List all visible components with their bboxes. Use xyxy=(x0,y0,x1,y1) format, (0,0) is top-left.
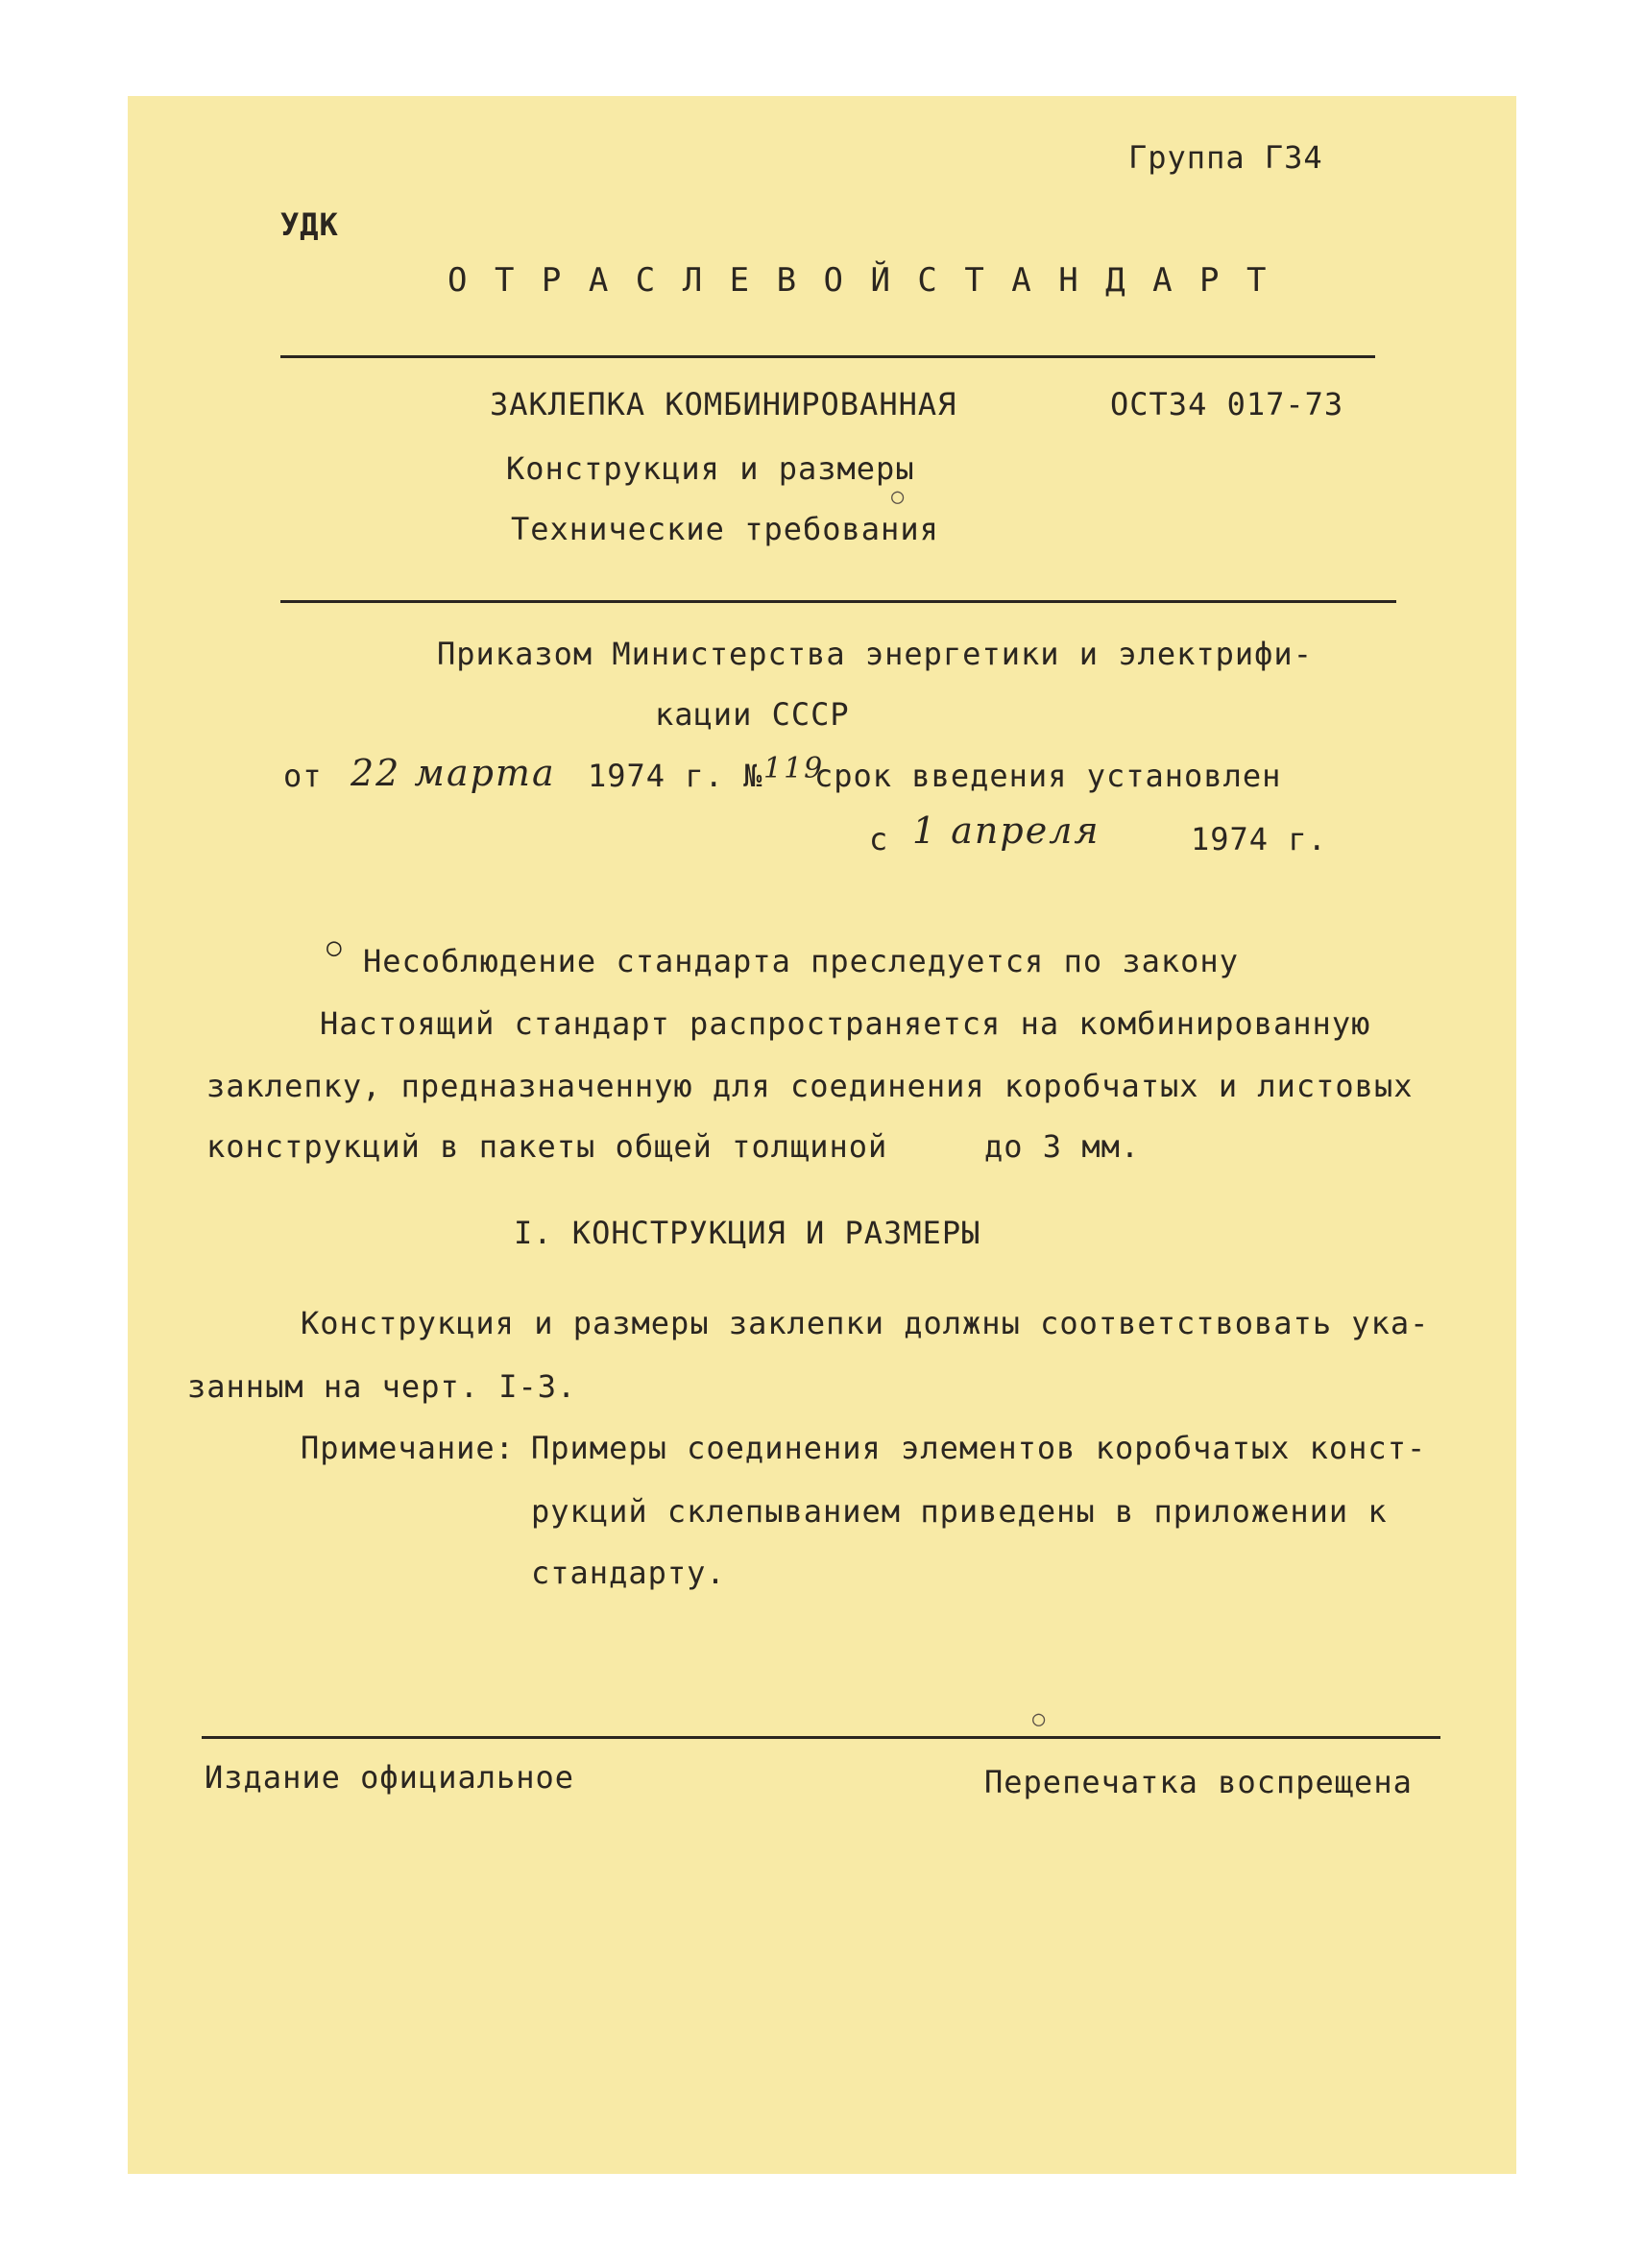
reprint-prohibited: Перепечатка воспрещена xyxy=(984,1764,1413,1800)
paragraph-line-2: занным на черт. I-3. xyxy=(187,1368,577,1405)
order-number-handwritten: 119 xyxy=(763,752,825,785)
udk-label: УДК xyxy=(280,206,339,243)
edition-official: Издание официальное xyxy=(205,1759,575,1796)
law-circle-mark: ○ xyxy=(327,933,342,962)
order-line-1: Приказом Министерства энергетики и электрифи- xyxy=(437,636,1313,672)
document-title: ЗАКЛЕПКА КОМБИНИРОВАННАЯ xyxy=(490,386,957,422)
paragraph-line-1: Конструкция и размеры заклепки должны соответствовать ука- xyxy=(301,1305,1430,1341)
order-line-2: кации СССР xyxy=(655,696,850,733)
stamp-circle-mark: ○ xyxy=(891,485,905,509)
order-start-handwritten: 1 апреля xyxy=(912,809,1101,852)
scope-line-2: заклепку, предназначенную для соединения коробчатых и листовых xyxy=(206,1068,1414,1104)
note-line-2: рукций склепыванием приведены в приложении к xyxy=(531,1493,1388,1530)
subtitle-construction: Конструкция и размеры xyxy=(506,450,915,487)
order-effective-intro: срок введения установлен xyxy=(814,758,1282,794)
top-divider xyxy=(280,355,1375,358)
footer-circle-mark: ○ xyxy=(1032,1707,1046,1731)
note-label: Примечание: xyxy=(301,1430,515,1466)
note-line-3: стандарту. xyxy=(531,1555,726,1591)
standard-category: О Т Р А С Л Е В О Й С Т А Н Д А Р Т xyxy=(448,261,1270,300)
order-date-handwritten: 22 марта xyxy=(351,752,556,794)
group-label: Группа Г34 xyxy=(1128,139,1323,176)
scope-line-3: конструкций в пакеты общей толщиной xyxy=(206,1128,888,1165)
footer-divider xyxy=(202,1736,1440,1739)
note-line-1: Примеры соединения элементов коробчатых конст- xyxy=(531,1430,1427,1466)
order-from: от xyxy=(283,758,323,794)
law-notice: Несоблюдение стандарта преследуется по закону xyxy=(363,943,1239,979)
order-since: с xyxy=(869,821,889,857)
subtitle-requirements: Технические требования xyxy=(511,511,939,547)
standard-code: ОСТ34 017-73 xyxy=(1110,386,1344,422)
order-year: 1974 г. № xyxy=(588,758,763,794)
scope-thickness: до 3 мм. xyxy=(984,1128,1141,1165)
order-start-year: 1974 г. xyxy=(1191,821,1327,857)
section-heading: I. КОНСТРУКЦИЯ И РАЗМЕРЫ xyxy=(514,1215,981,1251)
scope-line-1: Настоящий стандарт распространяется на комбинированную xyxy=(320,1005,1371,1042)
title-divider xyxy=(280,600,1396,603)
